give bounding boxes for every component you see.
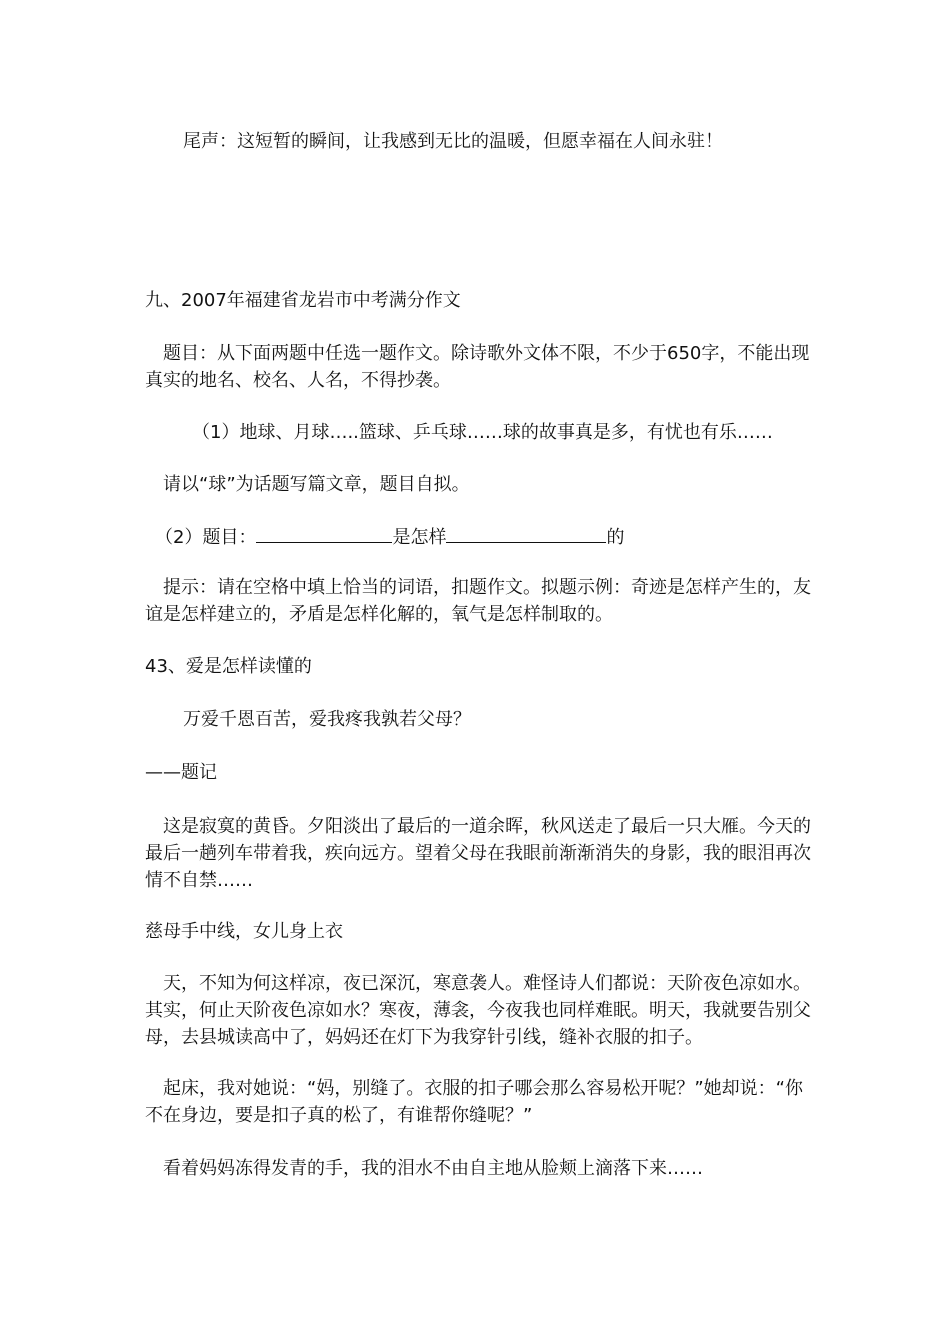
- closing-line: 尾声：这短暂的瞬间，让我感到无比的温暖，但愿幸福在人间永驻！: [183, 131, 723, 152]
- option-1-instruction: 请以“球”为话题写篇文章，题目自拟。: [163, 474, 470, 495]
- essay-title: 43、爱是怎样读懂的: [145, 656, 312, 677]
- hint-paragraph: 提示：请在空格中填上恰当的词语，扣题作文。拟题示例：奇迹是怎样产生的，友谊是怎样建立的，矛盾是怎样化解的，氧气是怎样制取的。: [145, 577, 811, 625]
- prompt-intro: 题目：从下面两题中任选一题作文。除诗歌外文体不限，不少于650字，不能出现真实的地名、校名、人名，不得抄袭。: [145, 343, 810, 391]
- option-2-middle: 是怎样: [392, 527, 447, 548]
- paragraph-4: 看着妈妈冻得发青的手，我的泪水不由自主地从脸颊上滴落下来……: [163, 1158, 703, 1179]
- blank-field-1: [256, 524, 392, 543]
- subheading-1: 慈母手中线，女儿身上衣: [145, 921, 343, 942]
- section-heading: 九、2007年福建省龙岩市中考满分作文: [145, 290, 461, 311]
- blank-field-2: [446, 524, 606, 543]
- option-2-suffix: 的: [606, 527, 625, 548]
- epigraph-attribution: ——题记: [145, 762, 217, 783]
- epigraph: 万爱千恩百苦，爱我疼我孰若父母？: [183, 709, 471, 730]
- paragraph-2: 天，不知为何这样凉，夜已深沉，寒意袭人。难怪诗人们都说：天阶夜色凉如水。其实，何止天阶夜色凉如水？寒夜，薄衾，今夜我也同样难眠。明天，我就要告别父母，去县城读高中了，妈妈还在灯下为我穿针引线，缝补衣服的扣子。: [145, 973, 811, 1048]
- option-2: [155, 524, 825, 551]
- option-1: （1）地球、月球…..篮球、乒乓球……球的故事真是多，有忧也有乐……: [192, 422, 773, 443]
- paragraph-3: 起床，我对她说：“妈，别缝了。衣服的扣子哪会那么容易松开呢？”她却说：“你不在身边，要是扣子真的松了，有谁帮你缝呢？”: [145, 1078, 803, 1126]
- paragraph-1: 这是寂寞的黄昏。夕阳淡出了最后的一道余晖，秋风送走了最后一只大雁。今天的最后一趟列车带着我，疾向远方。望着父母在我眼前渐渐消失的身影，我的眼泪再次情不自禁……: [145, 816, 811, 891]
- option-2-prefix: （2）题目：: [155, 527, 257, 548]
